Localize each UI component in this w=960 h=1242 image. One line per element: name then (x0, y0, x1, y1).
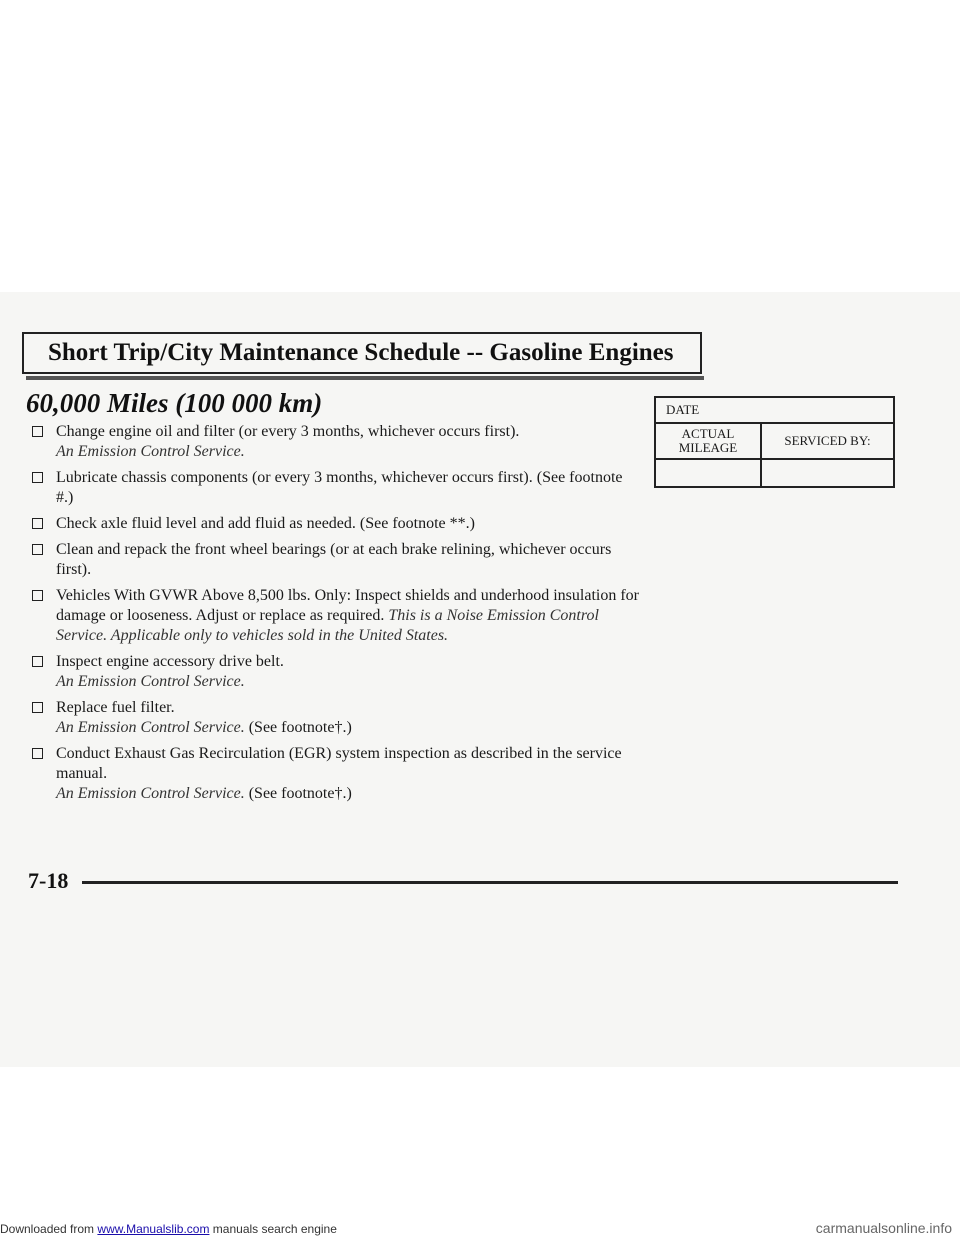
schedule-title: Short Trip/City Maintenance Schedule -- Gasoline Engines (48, 339, 674, 366)
section-title: 60,000 Miles (100 000 km) (26, 388, 323, 418)
item-text: Inspect engine accessory drive belt. (56, 653, 284, 670)
maintenance-item (30, 468, 640, 508)
checkbox-icon[interactable] (32, 472, 43, 483)
footer-rule (82, 881, 898, 884)
item-note: An Emission Control Service. (56, 673, 245, 690)
maintenance-item (30, 540, 640, 580)
banner-prefix: Downloaded from (0, 1222, 95, 1236)
checkbox-icon[interactable] (32, 518, 43, 529)
manualslib-link[interactable]: www.Manualslib.com (97, 1222, 210, 1236)
item-text: Check axle fluid level and add fluid as needed. (See footnote **.) (56, 515, 475, 532)
item-footnote-ref: (See footnote†.) (248, 785, 352, 802)
item-text: Replace fuel filter. (56, 699, 175, 716)
checkbox-icon[interactable] (32, 590, 43, 601)
header-shadow (26, 376, 704, 380)
item-text: Vehicles With GVWR Above 8,500 lbs. Only: Inspect shields and underhood insulation for damage or looseness. Adjust or replace as required. (56, 587, 639, 624)
schedule-header (22, 332, 702, 374)
maintenance-item (30, 652, 640, 692)
date-cell[interactable] (655, 397, 894, 423)
mileage-entry-cell[interactable] (655, 459, 761, 487)
serviced-header-cell (761, 423, 894, 459)
item-note: An Emission Control Service. (56, 443, 245, 460)
maintenance-item (30, 744, 640, 804)
serviced-label: SERVICED BY: (784, 433, 871, 448)
maintenance-item-list (30, 422, 640, 810)
checkbox-icon[interactable] (32, 656, 43, 667)
item-text: Clean and repack the front wheel bearings (or at each brake relining, whichever occurs first). (56, 541, 612, 578)
banner-suffix: manuals search engine (212, 1222, 337, 1236)
checkbox-icon[interactable] (32, 426, 43, 437)
site-watermark: carmanualsonline.info (815, 1220, 952, 1236)
date-label: DATE (666, 402, 700, 417)
checkbox-icon[interactable] (32, 748, 43, 759)
item-inline-note: This is a Noise Emission Control Service. Applicable only to vehicles sold in the United States. (56, 607, 599, 644)
item-footnote-ref: (See footnote†.) (248, 719, 352, 736)
serviced-entry-cell[interactable] (761, 459, 894, 487)
item-note: An Emission Control Service. (56, 719, 245, 736)
page-number: 7-18 (28, 868, 69, 893)
item-text: Lubricate chassis components (or every 3 months, whichever occurs first). (See footnote #.) (56, 469, 623, 506)
mileage-header-cell (655, 423, 761, 459)
item-note: An Emission Control Service. (56, 785, 245, 802)
mileage-label: ACTUAL MILEAGE (678, 426, 738, 455)
checkbox-icon[interactable] (32, 702, 43, 713)
download-banner (0, 1222, 337, 1236)
maintenance-item (30, 422, 640, 462)
item-text: Conduct Exhaust Gas Recirculation (EGR) system inspection as described in the service manual. (56, 745, 622, 782)
maintenance-item (30, 698, 640, 738)
checkbox-icon[interactable] (32, 544, 43, 555)
maintenance-item (30, 514, 640, 534)
maintenance-item (30, 586, 640, 646)
item-text: Change engine oil and filter (or every 3 months, whichever occurs first). (56, 423, 520, 440)
service-log-table (654, 396, 895, 488)
